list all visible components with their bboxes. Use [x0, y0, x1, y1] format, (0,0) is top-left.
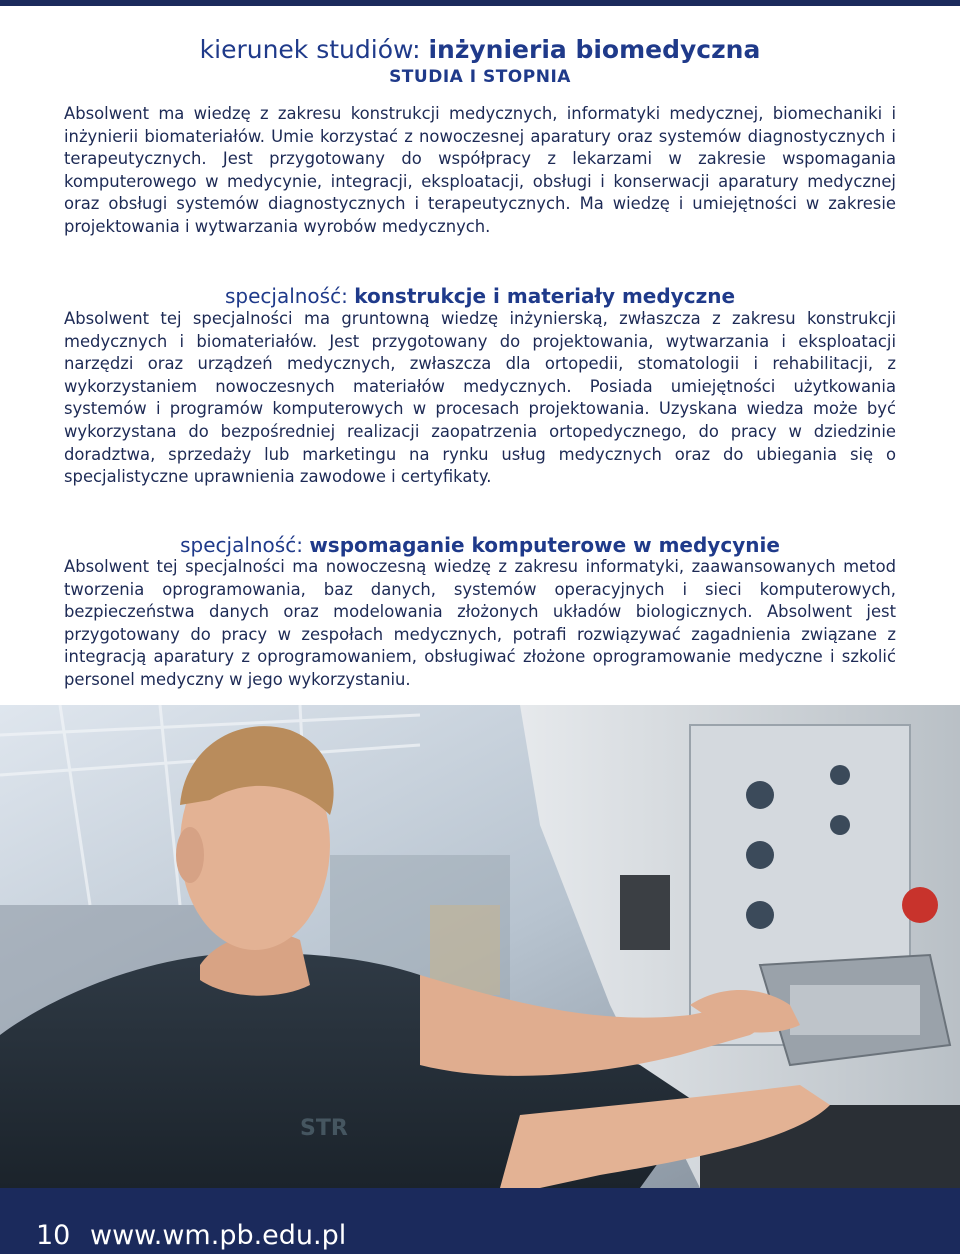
spec1-title: [0, 283, 960, 309]
program-name: inżynieria biomedyczna: [428, 35, 761, 64]
intro-paragraph: Absolwent ma wiedzę z zakresu konstrukcji medycznych, informatyki medycznej, biomechaniki i inżynierii biomateriałów. Umie korzystać z nowoczesnej aparatury oraz systemów diagnostycznych i terapeutycznych. Jest przygotowany do współpracy z lekarzami w zakresie wspomagania komputerowego w medycynie, integracji, eksploatacji, obsługi i konserwacji aparatury medycznej oraz obsługi systemów diagnostycznych i terapeutycznych. Ma wiedzę i umiejętności w zakresie projektowania i wytwarzania wyrobów medycznych.: [64, 104, 896, 236]
page-number: 10: [36, 1220, 71, 1251]
spec2-title: [0, 532, 960, 558]
program-title: [0, 34, 960, 66]
study-level: STUDIA I STOPNIA: [389, 67, 571, 87]
website-link[interactable]: www.wm.pb.edu.pl: [90, 1220, 347, 1251]
spec1-paragraph: Absolwent tej specjalności ma gruntowną wiedzę inżynierską, zwłaszcza z zakresu konstrukcji medycznych i biomateriałów. Jest przygotowany do projektowania, wytwarzania i eksploatacji narzędzi oraz urządzeń medycznych, zwłaszcza dla ortopedii, stomatologii i rehabilitacji, z wykorzystaniem nowoczesnych materiałów medycznych. Posiada umiejętności użytkowania systemów i programów komputerowych w procesach projektowania. Uzyskana wiedza może być wykorzystana do bezpośredniej realizacji zaopatrzenia ortopedycznego, do pracy w dziedzinie doradztwa, sprzedaży lub marketingu na rynku usług medycznych oraz do ubiegania się o specjalistyczne uprawnienia zawodowe i certyfikaty.: [64, 309, 896, 487]
page-header: [0, 34, 960, 88]
spec2-paragraph: Absolwent tej specjalności ma nowoczesną wiedzę z zakresu informatyki, zaawansowanych metod tworzenia oprogramowania, baz danych, systemów operacyjnych i sieci komputerowych, bezpieczeństwa danych oraz modelowania złożonych układów biologicznych. Absolwent jest przygotowany do pracy w zespołach medycznych, potrafi rozwiązywać zagadnienia związane z integracją aparatury z oprogramowaniem, obsługiwać złożone oprogramowanie medyczne i szkolić personel medyczny w jego wykorzystaniu.: [64, 557, 896, 689]
program-title-prefix: kierunek studiów:: [199, 35, 429, 64]
student-at-machine-photo: [0, 705, 960, 1188]
top-rule: [0, 0, 960, 6]
photo-illustration: [0, 705, 960, 1188]
page-footer: [0, 1188, 960, 1254]
spec2-name: wspomaganie komputerowe w medycynie: [309, 533, 780, 557]
spec1-name: konstrukcje i materiały medyczne: [354, 284, 736, 308]
spec1-prefix: specjalność:: [224, 284, 355, 308]
svg-text:STR: STR: [300, 1116, 348, 1141]
spec2-prefix: specjalność:: [180, 533, 310, 557]
